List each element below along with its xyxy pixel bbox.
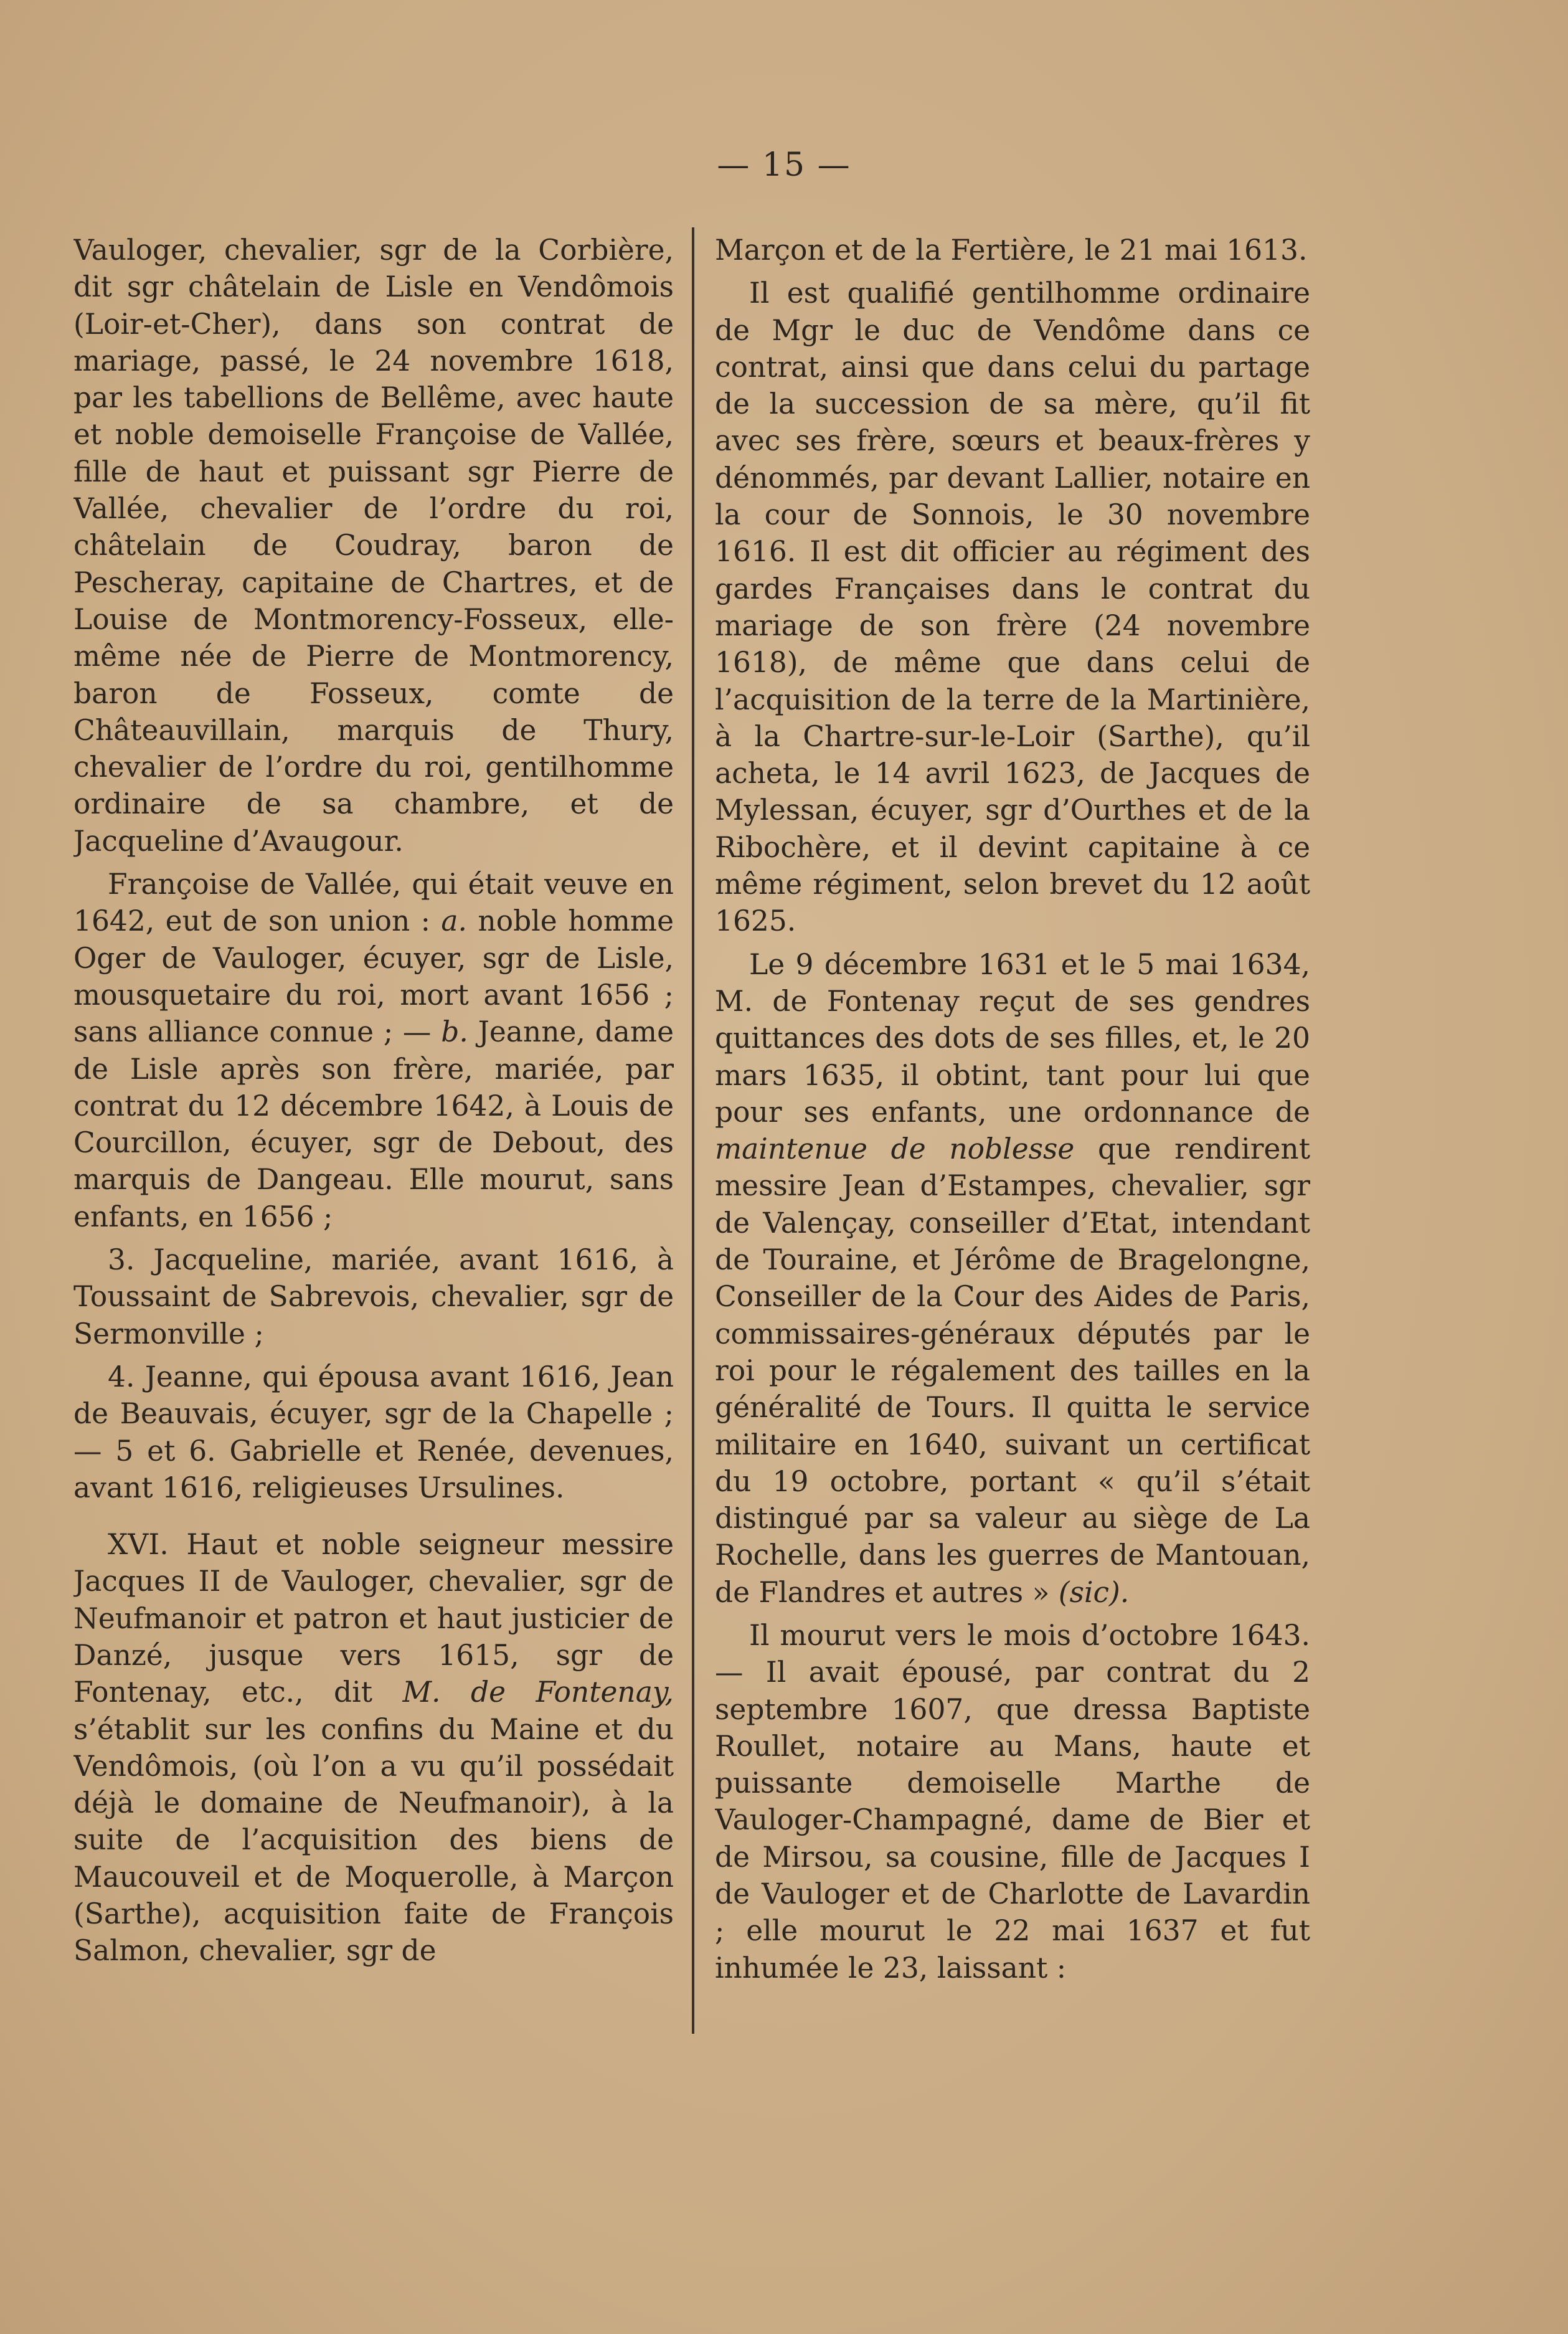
paragraph xyxy=(715,946,1310,1611)
paragraph: Vauloger, chevalier, sgr de la Corbière, dit sgr châtelain de Lisle en Vendômois (Loir-et-Cher), dans son contrat de mariage, passé, le 24 novembre 1618, par les tabellions de Bellême, avec haute et noble demoiselle Françoise de Vallée, fille de haut et puissant sgr Pierre de Vallée, chevalier de l’ordre du roi, châtelain de Coudray, baron de Pescheray, capitaine de Chartres, et de Louise de Montmorency-Fosseux, elle-même née de Pierre de Montmorency, baron de Fosseux, comte de Châteauvillain, marquis de Thury, chevalier de l’ordre du roi, gentilhomme ordinaire de sa chambre, et de Jacqueline d’Avaugour. xyxy=(73,234,674,858)
italic-letter: b. xyxy=(441,1015,468,1049)
text-run: Jeanne, dame de Lisle après son frère, mariée, par contrat du 12 décembre 1642, à Louis de Courcillon, écuyer, sgr de Debout, des marquis de Dangeau. Elle mourut, sans enfants, en 1656 ; xyxy=(73,1015,674,1233)
paragraph xyxy=(73,1526,674,1970)
italic-letter: a. xyxy=(441,904,467,938)
paragraph xyxy=(73,866,674,1235)
italic-name: M. de Fontenay, xyxy=(402,1676,674,1709)
text-run: Françoise de Vallée, qui était veuve en 1642, eut de son union : xyxy=(73,868,674,938)
paragraph: 3. Jacqueline, mariée, avant 1616, à Toussaint de Sabrevois, chevalier, sgr de Sermonville ; xyxy=(73,1243,674,1350)
right-column xyxy=(715,232,1310,2051)
text-run: s’établit sur les confins du Maine et du Vendômois, (où l’on a vu qu’il possédait déjà le domaine de Neufmanoir), à la suite de l’acquisition des biens de Maucouveil et de Moquerolle, à Marçon (Sarthe), acquisition faite de François Salmon, chevalier, sgr de xyxy=(73,1712,674,1968)
paragraph: 4. Jeanne, qui épousa avant 1616, Jean de Beauvais, écuyer, sgr de la Chapelle ; — 5 et 6. Gabrielle et Renée, devenues, avant 1616, religieuses Ursulines. xyxy=(73,1360,674,1504)
left-column xyxy=(73,232,674,2051)
paragraph: Marçon et de la Fertière, le 21 mai 1613. xyxy=(715,234,1308,267)
paragraph: Il est qualifié gentilhomme ordinaire de Mgr le duc de Vendôme dans ce contrat, ainsi que dans celui du partage de la succession de sa mère, qu’il fit avec ses frère, sœurs et beaux-frères y dénommés, par devant Lallier, notaire en la cour de Sonnois, le 30 novembre 1616. Il est dit officier au régiment des gardes Françaises dans le contrat du mariage de son frère (24 novembre 1618), de même que dans celui de l’acquisition de la terre de la Martinière, à la Chartre-sur-le-Loir (Sarthe), qu’il acheta, le 14 avril 1623, de Jacques de Mylessan, écuyer, sgr d’Ourthes et de la Ribochère, et il devint capitaine à ce même régiment, selon brevet du 12 août 1625. xyxy=(715,277,1310,938)
text-run: Le 9 décembre 1631 et le 5 mai 1634, M. de Fontenay reçut de ses gendres quittances des dots de ses filles, et, le 20 mars 1635, il obtint, tant pour lui que pour ses enfants, une ordonnance de xyxy=(715,947,1310,1129)
italic-phrase: maintenue de noblesse xyxy=(715,1132,1075,1166)
text-run: que rendirent messire Jean d’Estampes, chevalier, sgr de Valençay, conseiller d’Etat, intendant de Touraine, et Jérôme de Bragelongne, Conseiller de la Cour des Aides de Paris, commissaires-généraux députés par le roi pour le régalement des tailles en la généralité de Tours. Il quitta le service militaire en 1640, suivant un certificat du 19 octobre, portant « qu’il s’était distingué par sa valeur au siège de La Rochelle, dans les guerres de Mantouan, de Flandres et autres » xyxy=(715,1132,1310,1609)
text-run: XVI. Haut et noble seigneur messire Jacques II de Vauloger, chevalier, sgr de Neufmanoir et patron et haut justicier de Danzé, jusque vers 1615, sgr de Fontenay, etc., dit xyxy=(73,1528,674,1709)
text-run: noble homme Oger de Vauloger, écuyer, sgr de Lisle, mousquetaire du roi, mort avant 1656 ; sans alliance connue ; — xyxy=(73,904,674,1049)
italic-sic: (sic). xyxy=(1058,1575,1130,1609)
page-number: — 15 — xyxy=(717,146,851,184)
paragraph: Il mourut vers le mois d’octobre 1643. — Il avait épousé, par contrat du 2 septembre 1607, que dressa Baptiste Roullet, notaire au Mans, haute et puissante demoiselle Marthe de Vauloger-Champagné, dame de Bier et de Mirsou, sa cousine, fille de Jacques I de Vauloger et de Charlotte de Lavardin ; elle mourut le 22 mai 1637 et fut inhumée le 23, laissant : xyxy=(715,1618,1310,1985)
column-divider xyxy=(692,227,694,2034)
